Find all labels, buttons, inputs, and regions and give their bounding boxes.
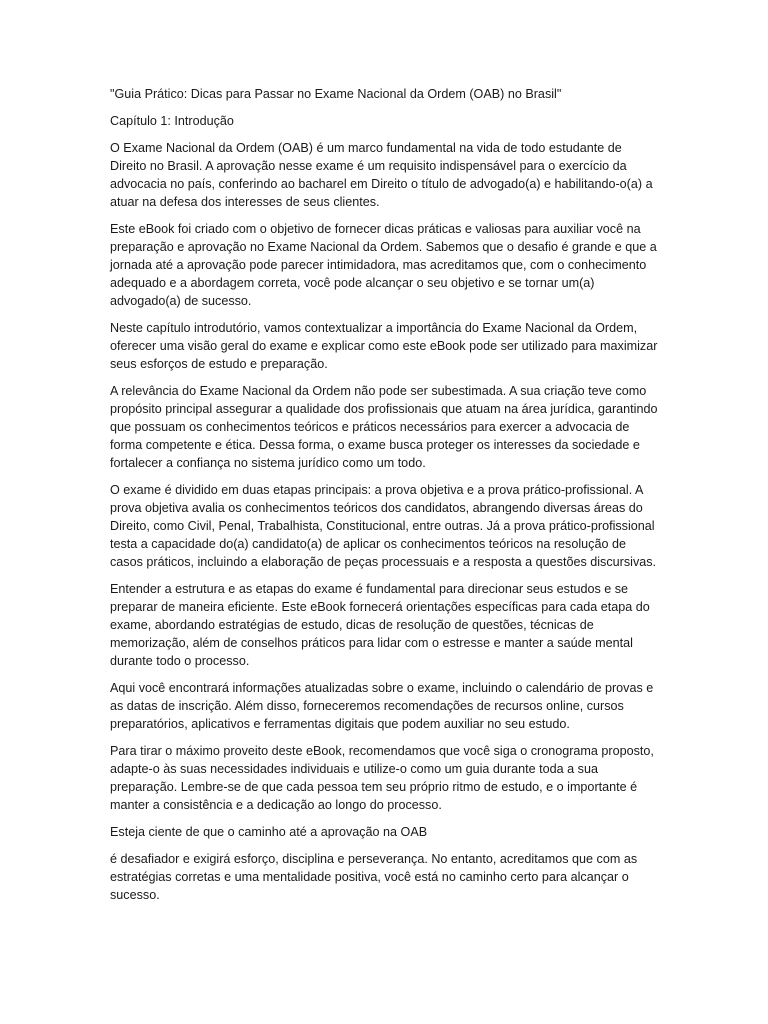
- paragraph: é desafiador e exigirá esforço, disciplina e perseverança. No entanto, acreditamos que com as estratégias corretas e uma mentalidade positiva, você está no caminho certo para alcançar o sucesso.: [110, 852, 638, 902]
- paragraph: Entender a estrutura e as etapas do exame é fundamental para direcionar seus estudos e se preparar de maneira eficiente. Este eBook fornecerá orientações específicas para cada etapa do exame, abordando estratégias de estudo, dicas de resolução de questões, técnicas de memorização, além de conselhos práticos para lidar com o estresse e manter a saúde mental durante todo o processo.: [110, 582, 650, 668]
- paragraph: Aqui você encontrará informações atualizadas sobre o exame, incluindo o calendário de provas e as datas de inscrição. Além disso, forneceremos recomendações de recursos online, cursos preparatórios, aplicativos e ferramentas digitais que podem auxiliar no seu estudo.: [110, 681, 654, 731]
- document-title: "Guia Prático: Dicas para Passar no Exame Nacional da Ordem (OAB) no Brasil": [110, 87, 562, 101]
- paragraph: O Exame Nacional da Ordem (OAB) é um marco fundamental na vida de todo estudante de Direito no Brasil. A aprovação nesse exame é um requisito indispensável para o exercício da advocacia no país, conferindo ao bacharel em Direito o título de advogado(a) e habilitando-o(a) a atuar na defesa dos interesses de seus clientes.: [110, 141, 653, 209]
- paragraph: O exame é dividido em duas etapas principais: a prova objetiva e a prova prático-profissional. A prova objetiva avalia os conhecimentos teóricos dos candidatos, abrangendo diversas áreas do Direito, como Civil, Penal, Trabalhista, Constitucional, entre outras. Já a prova prático-profissional testa a capacidade do(a) candidato(a) de aplicar os conhecimentos teóricos na resolução de casos práticos, incluindo a elaboração de peças processuais e a resposta a questões discursivas.: [110, 483, 657, 569]
- paragraph: A relevância do Exame Nacional da Ordem não pode ser subestimada. A sua criação teve como propósito principal assegurar a qualidade dos profissionais que atuam na área jurídica, garantindo que possuam os conhecimentos teóricos e práticos necessários para exercer a advocacia de forma competente e ética. Dessa forma, o exame busca proteger os interesses da sociedade e fortalecer a confiança no sistema jurídico como um todo.: [110, 384, 658, 470]
- paragraph: Neste capítulo introdutório, vamos contextualizar a importância do Exame Nacional da Ordem, oferecer uma visão geral do exame e explicar como este eBook pode ser utilizado para maximizar seus esforços de estudo e preparação.: [110, 321, 658, 371]
- chapter-heading: Capítulo 1: Introdução: [110, 114, 234, 128]
- paragraph: Esteja ciente de que o caminho até a aprovação na OAB: [110, 825, 428, 839]
- paragraph: Este eBook foi criado com o objetivo de fornecer dicas práticas e valiosas para auxiliar você na preparação e aprovação no Exame Nacional da Ordem. Sabemos que o desafio é grande e que a jornada até a aprovação pode parecer intimidadora, mas acreditamos que, com o conhecimento adequado e a abordagem correta, você pode alcançar o seu objetivo e se tornar um(a) advogado(a) de sucesso.: [110, 222, 657, 308]
- document-page: [110, 85, 658, 913]
- paragraph: Para tirar o máximo proveito deste eBook, recomendamos que você siga o cronograma proposto, adapte-o às suas necessidades individuais e utilize-o como um guia durante toda a sua preparação. Lembre-se de que cada pessoa tem seu próprio ritmo de estudo, e o importante é manter a consistência e a dedicação ao longo do processo.: [110, 744, 654, 812]
